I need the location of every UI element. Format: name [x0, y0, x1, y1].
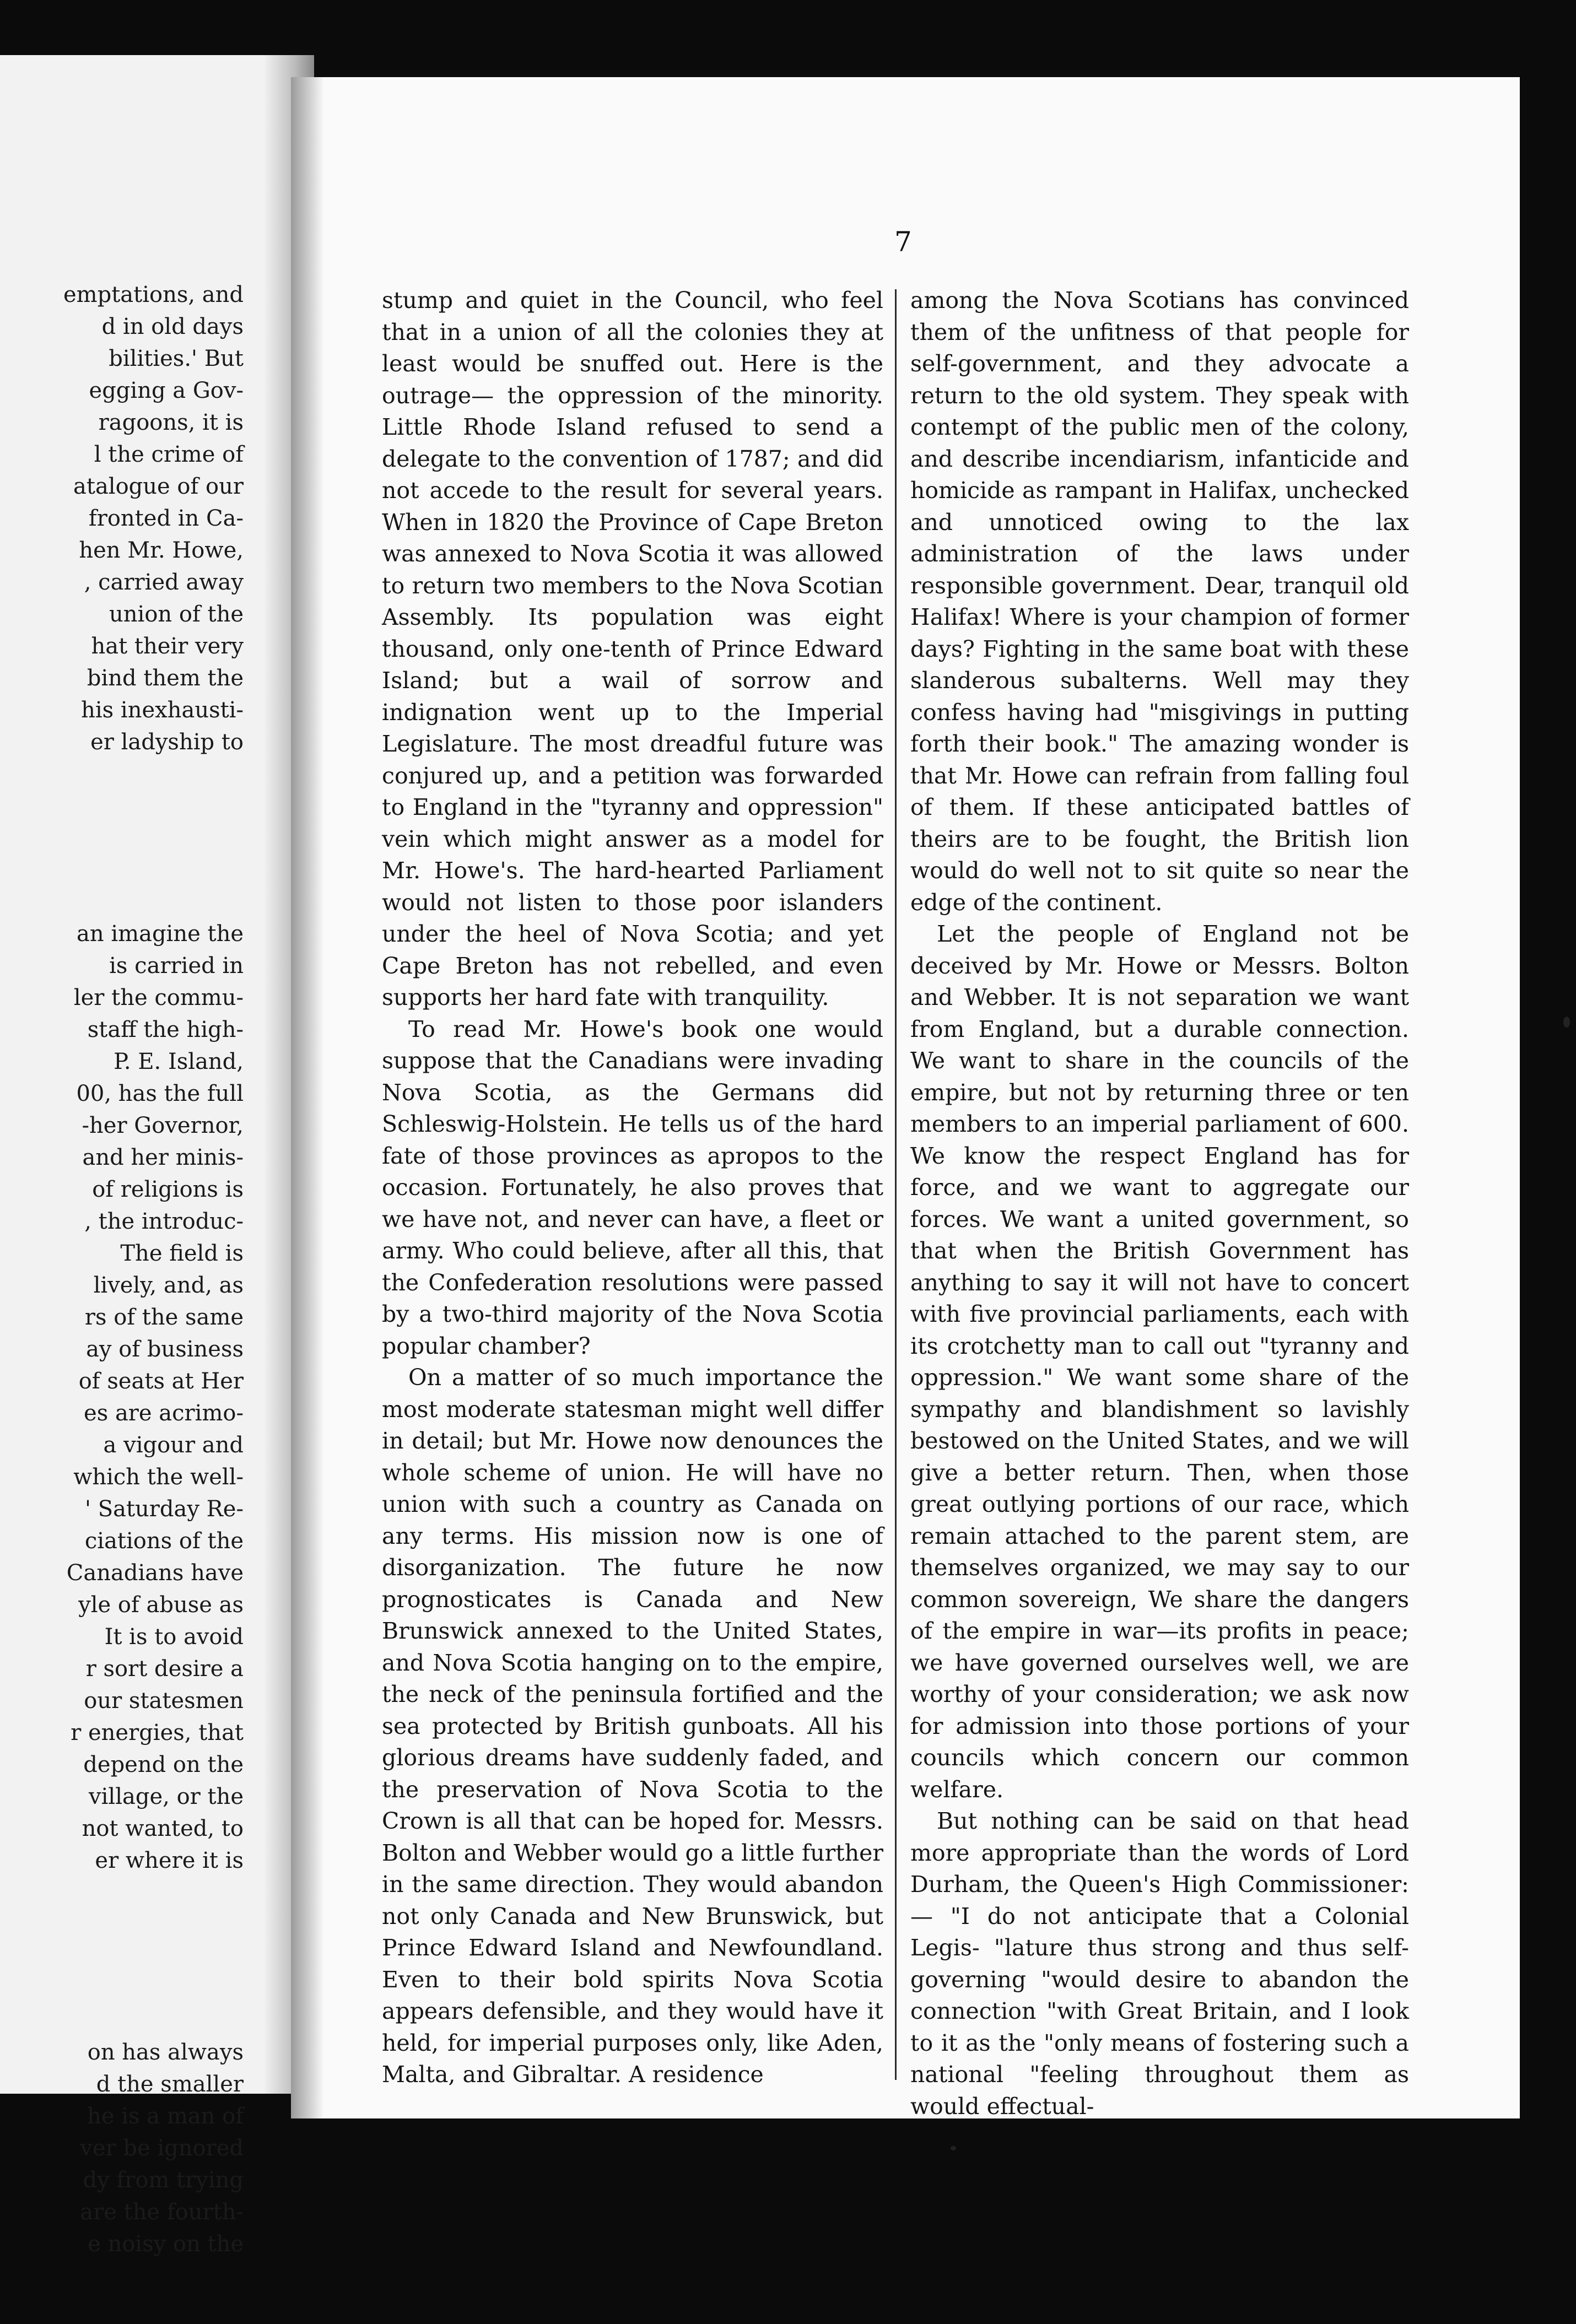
facing-page-line: ' Saturday Re- — [85, 1496, 244, 1522]
scan-speck — [1563, 1017, 1570, 1028]
facing-page-line: a vigour and — [103, 1433, 244, 1458]
facing-page-line: ver be ignored — [80, 2136, 244, 2161]
facing-page-line: l the crime of — [94, 442, 244, 467]
facing-page-line: of seats at Her — [78, 1369, 244, 1394]
facing-page-line: atalogue of our — [73, 474, 244, 499]
facing-page-text — [0, 215, 244, 2324]
paragraph: stump and quiet in the Council, who feel that in a union of all the colonies they at least would be snuffed out. Here is the outrage— the oppression of the minority. Little Rhode Island refused to send a delegate to the convention of 1787; and did not accede to the result for several years. When in 1820 the Province of Cape Breton was annexed to Nova Scotia it was allowed to return two members to the Nova Scotian Assembly. Its population was eight thousand, only one-tenth of Prince Edward Island; but a wail of sorrow and indignation went up to the Imperial Legislature. The most dreadful future was conjured up, and a petition was forwarded to England in the "tyranny and oppression" vein which might answer as a model for Mr. Howe's. The hard-hearted Parliament would not listen to those poor islanders under the heel of Nova Scotia; and yet Cape Breton has not rebelled, and even supports her hard fate with tranquility. — [382, 287, 883, 1010]
facing-page-line: union of the — [109, 602, 244, 627]
facing-page-line: Canadians have — [66, 1560, 244, 1586]
facing-page-line: e noisy on the — [88, 2231, 244, 2257]
paragraph: On a matter of so much importance the most moderate statesman might well differ in detail; but Mr. Howe now denounces the whole scheme of union. He will have no union with such a country as Canada on any terms. His mission now is one of disorganization. The future he now prognosticates is Canada and New Brunswick annexed to the United States, and Nova Scotia hanging on to the empire, the neck of the peninsula fortified and the sea protected by British gunboats. All his glorious dreams have suddenly faded, and the preservation of Nova Scotia to the Crown is all that can be hoped for. Messrs. Bolton and Webber would go a little further in the same direction. They would abandon not only Canada and New Brunswick, but Prince Edward Island and Newfoundland. Even to their bold spirits Nova Scotia appears defensible, and they would have it held, for imperial purposes only, like Aden, Malta, and Gibraltar. A residence — [382, 1364, 883, 2088]
facing-page-line: It is to avoid — [104, 1624, 244, 1650]
facing-page-line: not wanted, to — [82, 1816, 244, 1841]
facing-page-line: bind them the — [87, 666, 244, 691]
page-number: 7 — [894, 226, 912, 258]
facing-page-line: and her minis- — [82, 1145, 244, 1170]
facing-page-line: P. E. Island, — [114, 1049, 244, 1074]
facing-page-line: rs of the same — [84, 1305, 244, 1330]
facing-page-line: hat their very — [91, 634, 244, 659]
facing-page-block-1 — [0, 279, 244, 758]
facing-page-line: depend on the — [83, 1752, 244, 1777]
facing-page-line: ler the commu- — [73, 985, 244, 1010]
facing-page-line: ciations of the — [84, 1528, 244, 1554]
facing-page-line: ay of business — [86, 1337, 244, 1362]
facing-page-line: er where it is — [95, 1848, 244, 1873]
facing-page-line: lively, and, as — [93, 1273, 244, 1298]
facing-page-line: d in old days — [101, 314, 244, 339]
facing-page-line: hen Mr. Howe, — [79, 538, 244, 563]
scan-speck — [951, 2146, 956, 2150]
facing-page-line: d the smaller — [96, 2072, 244, 2097]
paragraph: To read Mr. Howe's book one would suppose that the Canadians were invading Nova Scotia, as the Germans did Schleswig-Holstein. He tells us of the hard fate of those provinces as apropos to the occasion. Fortunately, he also proves that we have not, and never can have, a fleet or army. Who could believe, after all this, that the Confederation resolutions were passed by a two-third majority of the Nova Scotia popular chamber? — [382, 1015, 883, 1359]
facing-page-line: -her Governor, — [82, 1113, 244, 1138]
facing-page-line: his inexhausti- — [81, 698, 244, 723]
facing-page-line: , carried away — [84, 570, 244, 595]
column-divider — [895, 289, 897, 2080]
facing-page-line: The field is — [120, 1241, 244, 1266]
facing-page-line: fronted in Ca- — [88, 506, 244, 531]
facing-page-block-3 — [0, 2036, 244, 2260]
facing-page-line: dy from trying — [83, 2168, 244, 2193]
facing-page-line: he is a man of — [87, 2104, 244, 2129]
facing-page-line: yle of abuse as — [78, 1592, 244, 1618]
text-column-right — [910, 285, 1409, 2122]
book-page — [302, 77, 1520, 2118]
facing-page-line: is carried in — [109, 953, 244, 979]
facing-page-line: which the well- — [73, 1464, 244, 1490]
facing-page-line: 00, has the full — [76, 1081, 244, 1106]
facing-page-line: village, or the — [89, 1784, 244, 1809]
facing-page-line: bilities.' But — [109, 346, 244, 371]
facing-page-block-2 — [0, 918, 244, 1877]
facing-page-line: on has always — [87, 2040, 244, 2065]
facing-page — [0, 55, 309, 2257]
facing-page-line: r energies, that — [71, 1720, 244, 1745]
facing-page-line: egging a Gov- — [89, 378, 244, 403]
text-column-left — [382, 285, 883, 2091]
facing-page-line: our statesmen — [84, 1688, 244, 1714]
facing-page-line: are the fourth- — [80, 2199, 244, 2225]
paragraph: Let the people of England not be deceived by Mr. Howe or Messrs. Bolton and Webber. It is not separation we want from England, but a durable connection. We want to share in the councils of the empire, but not by returning three or ten members to an imperial parliament of 600. We know the respect England has for force, and we want to aggregate our forces. We want a united government, so that when the British Government has anything to say it will not have to concert with five provincial parliaments, each with its crotchetty man to call out "tyranny and oppression." We want some share of the sympathy and blandishment so lavishly bestowed on the United States, and we will give a better return. Then, when those great outlying portions of our race, which remain attached to the parent stem, are themselves organized, we may say to our common sovereign, We share the dangers of the empire in war—its profits in peace; we have governed ourselves well, we are worthy of your consideration; we ask now for admission into those portions of your councils which concern our common welfare. — [910, 921, 1409, 1803]
facing-page-line: , the introduc- — [84, 1209, 244, 1234]
facing-page-line: emptations, and — [63, 282, 244, 307]
facing-page-line: an imagine the — [77, 921, 244, 947]
paragraph: among the Nova Scotians has convinced them of the unfitness of that people for self-government, and they advocate a return to the old system. They speak with contempt of the public men of the colony, and describe incendiarism, infanticide and homicide as rampant in Halifax, unchecked and unnoticed owing to the lax administration of the laws under responsible government. Dear, tranquil old Halifax! Where is your champion of former days? Fighting in the same boat with these slanderous subalterns. Well may they confess having had "misgivings in putting forth their book." The amazing wonder is that Mr. Howe can refrain from falling foul of them. If these anticipated battles of theirs are to be fought, the British lion would do well not to sit quite so near the edge of the continent. — [910, 287, 1409, 916]
facing-page-line: es are acrimo- — [84, 1401, 244, 1426]
facing-page-line: r sort desire a — [85, 1656, 244, 1682]
facing-page-line: of religions is — [92, 1177, 244, 1202]
page-gutter-shadow — [291, 77, 324, 2118]
facing-page-line: staff the high- — [87, 1017, 244, 1042]
paragraph: But nothing can be said on that head more appropriate than the words of Lord Durham, the Queen's High Commissioner:— "I do not anticipate that a Colonial Legis- "lature thus strong and thus self-governing "would desire to abandon the connection "with Great Britain, and I look to it as the "only means of fostering such a national "feeling throughout them as would effectual- — [910, 1808, 1409, 2120]
facing-page-line: er ladyship to — [90, 729, 244, 755]
facing-page-line: ragoons, it is — [98, 410, 244, 435]
